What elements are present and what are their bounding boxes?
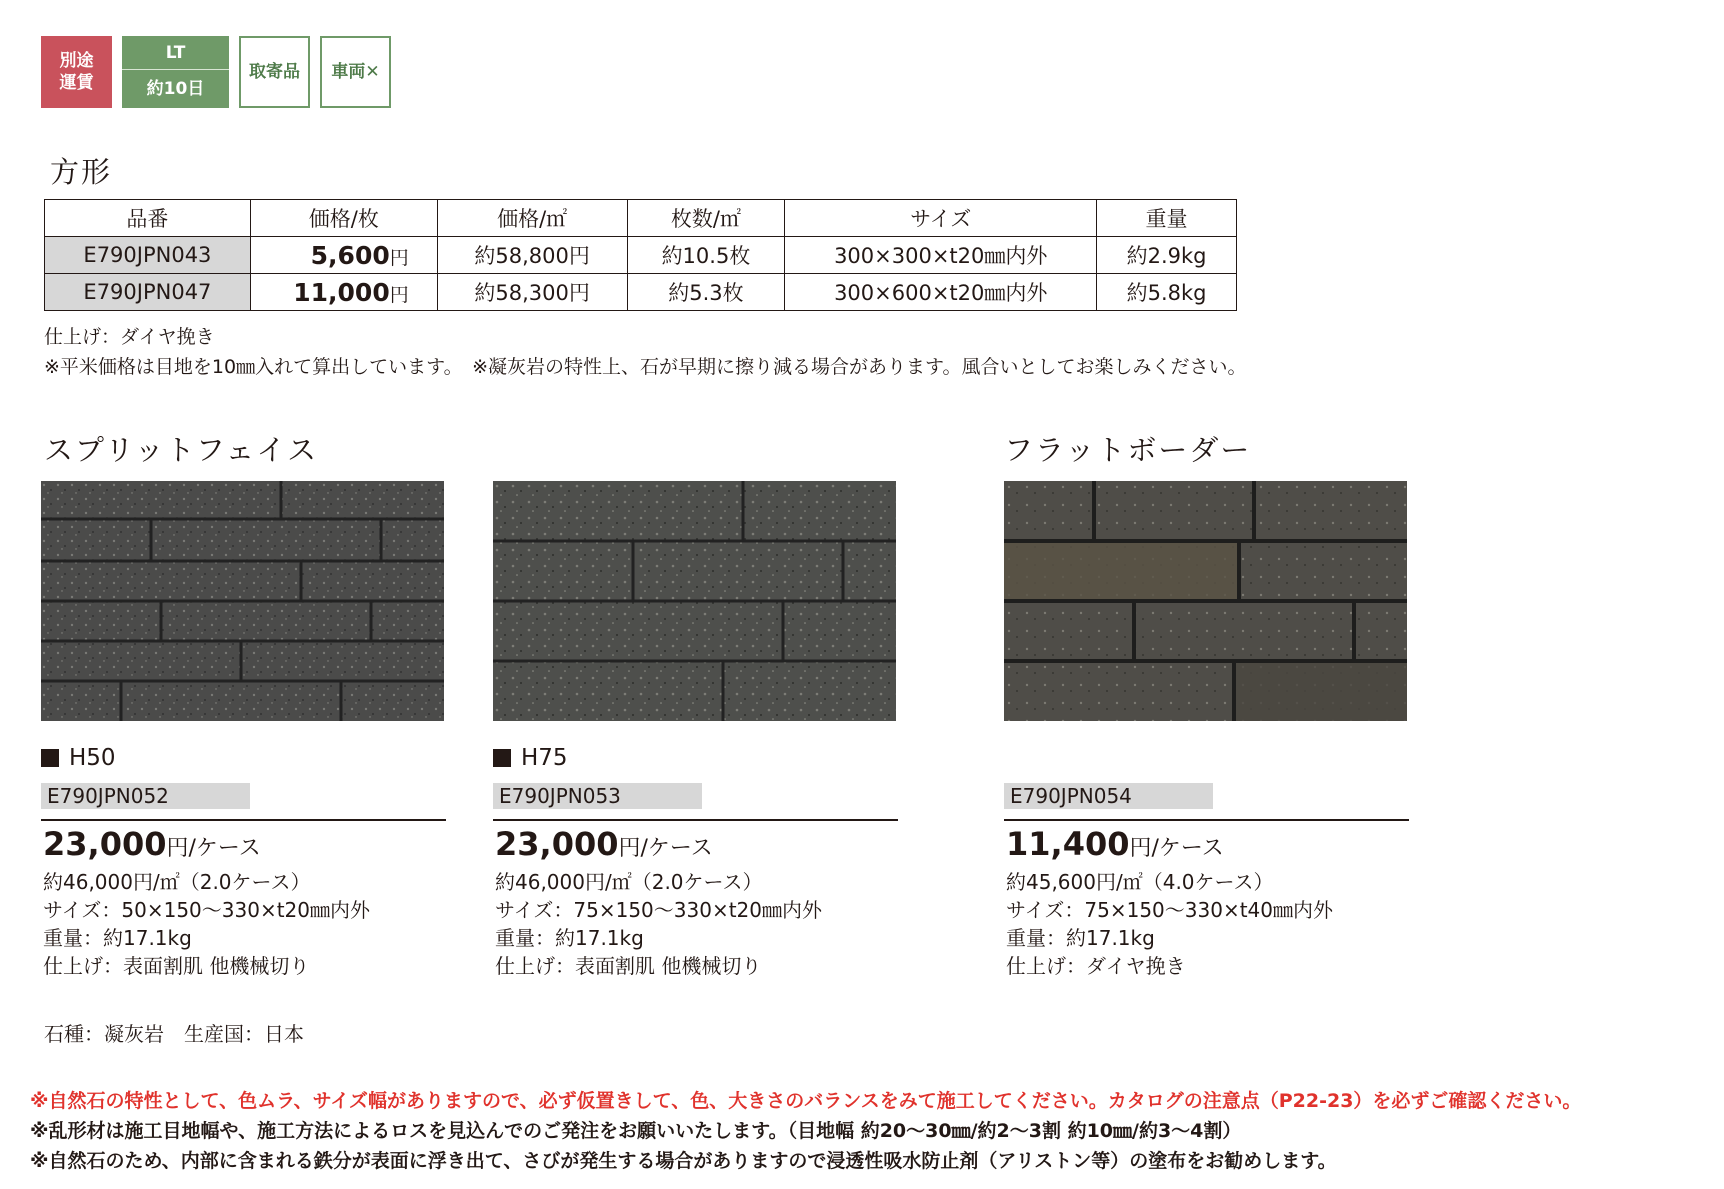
separate-freight-badge bbox=[41, 36, 112, 108]
h75-label: H75 bbox=[493, 745, 568, 771]
table-row bbox=[45, 237, 1237, 274]
lead-time-days: 約10日 bbox=[146, 79, 205, 99]
footer-note-warning: ※自然石の特性として、色ムラ、サイズ幅がありますので、必ず仮置きして、色、大きさのバランスをみて施工してください。カタログの注意点（P22-23）を必ずご確認ください。 bbox=[30, 1090, 1582, 1112]
weight: 重量：約17.1kg bbox=[43, 926, 192, 950]
size: 300×300×t20㎜内外 bbox=[785, 237, 1097, 274]
square-spec-table bbox=[44, 199, 1237, 311]
header-cell: 品番 bbox=[45, 200, 251, 237]
product-code: E790JPN052 bbox=[41, 783, 250, 809]
size: サイズ：75×150〜330×t40㎜内外 bbox=[1006, 898, 1334, 922]
split-face-h50-photo bbox=[41, 481, 444, 721]
lead-time-badge bbox=[122, 36, 229, 108]
h50-label: H50 bbox=[41, 745, 116, 771]
weight: 約5.8kg bbox=[1097, 274, 1237, 311]
finish: 仕上げ：ダイヤ挽き bbox=[1006, 954, 1186, 978]
finish: 仕上げ：表面割肌 他機械切り bbox=[495, 954, 762, 978]
weight: 約2.9kg bbox=[1097, 237, 1237, 274]
size: サイズ：75×150〜330×t20㎜内外 bbox=[495, 898, 823, 922]
header-cell: 枚数/㎡ bbox=[627, 200, 785, 237]
stone-info: 石種：凝灰岩 生産国：日本 bbox=[44, 1022, 304, 1046]
header-cell: 重量 bbox=[1097, 200, 1237, 237]
product-code: E790JPN043 bbox=[45, 237, 251, 274]
divider bbox=[493, 819, 898, 821]
product-code: E790JPN053 bbox=[493, 783, 702, 809]
price-per-piece: 5,600円 bbox=[250, 237, 437, 274]
size: 300×600×t20㎜内外 bbox=[785, 274, 1097, 311]
badge-line: 運賃 bbox=[59, 73, 94, 93]
footer-note-loss: ※乱形材は施工目地幅や、施工方法によるロスを見込んでのご発注をお願いいたします。（目地幅 約20〜30㎜/約2〜3割 約10㎜/約3〜4割） bbox=[30, 1120, 1242, 1142]
header-cell: サイズ bbox=[785, 200, 1097, 237]
header-cell: 価格/㎡ bbox=[437, 200, 627, 237]
footer-note-rust: ※自然石のため、内部に含まれる鉄分が表面に浮き出て、さびが発生する場合がありますので浸透性吸水防止剤（アリストン等）の塗布をお勧めします。 bbox=[30, 1150, 1337, 1172]
square-bullet-icon bbox=[41, 749, 59, 767]
table-header-row bbox=[45, 200, 1237, 237]
case-price: 11,400円/ケース bbox=[1006, 825, 1224, 863]
square-bullet-icon bbox=[493, 749, 511, 767]
product-code: E790JPN054 bbox=[1004, 783, 1213, 809]
flat-border-photo bbox=[1004, 481, 1407, 721]
count-per-m2: 約5.3枚 bbox=[627, 274, 785, 311]
count-per-m2: 約10.5枚 bbox=[627, 237, 785, 274]
badge-line: 別途 bbox=[59, 51, 94, 71]
size: サイズ：50×150〜330×t20㎜内外 bbox=[43, 898, 371, 922]
divider bbox=[41, 819, 446, 821]
price-per-m2: 約58,300円 bbox=[437, 274, 627, 311]
weight: 重量：約17.1kg bbox=[495, 926, 644, 950]
table-row bbox=[45, 274, 1237, 311]
square-finish-note: 仕上げ：ダイヤ挽き bbox=[44, 326, 215, 348]
square-price-note: ※平米価格は目地を10㎜入れて算出しています。 ※凝灰岩の特性上、石が早期に擦り減る場合があります。風合いとしてお楽しみください。 bbox=[44, 356, 1247, 378]
split-face-heading: スプリットフェイス bbox=[44, 433, 319, 467]
price-per-piece: 11,000円 bbox=[250, 274, 437, 311]
finish: 仕上げ：表面割肌 他機械切り bbox=[43, 954, 310, 978]
flat-border-heading: フラットボーダー bbox=[1004, 433, 1252, 467]
price-per-m2: 約46,000円/㎡（2.0ケース） bbox=[43, 870, 311, 894]
price-per-m2: 約46,000円/㎡（2.0ケース） bbox=[495, 870, 763, 894]
case-price: 23,000円/ケース bbox=[495, 825, 713, 863]
product-code: E790JPN047 bbox=[45, 274, 251, 311]
order-item-badge: 取寄品 bbox=[239, 36, 310, 108]
divider bbox=[1004, 819, 1409, 821]
vehicle-not-allowed-badge: 車両✕ bbox=[320, 36, 391, 108]
square-heading: 方形 bbox=[50, 155, 113, 189]
split-face-h75-photo bbox=[493, 481, 896, 721]
price-per-m2: 約58,800円 bbox=[437, 237, 627, 274]
price-per-m2: 約45,600円/㎡（4.0ケース） bbox=[1006, 870, 1274, 894]
lead-time-label: LT bbox=[122, 36, 229, 70]
case-price: 23,000円/ケース bbox=[43, 825, 261, 863]
header-cell: 価格/枚 bbox=[250, 200, 437, 237]
weight: 重量：約17.1kg bbox=[1006, 926, 1155, 950]
